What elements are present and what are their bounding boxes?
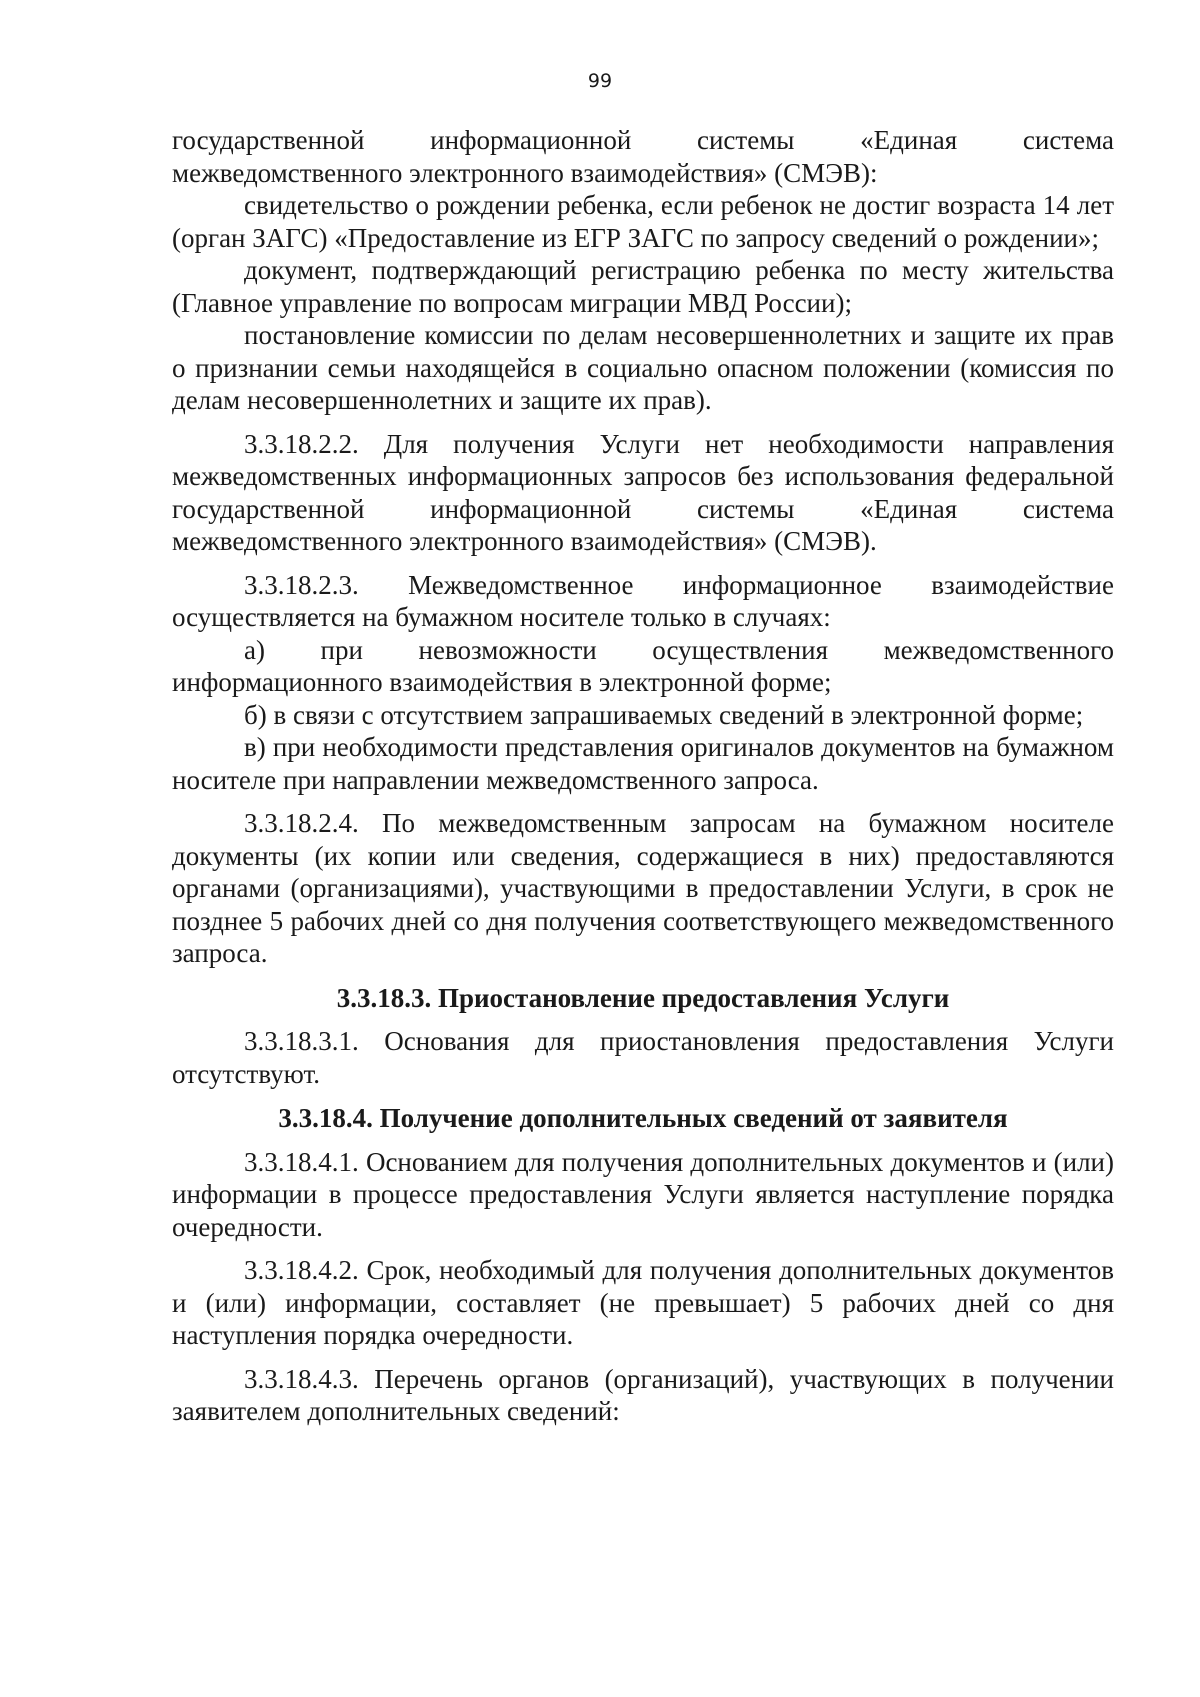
- paragraph-3-3-18-2-4: 3.3.18.2.4. По межведомственным запросам на бумажном носителе документы (их копии или сведения, содержащиеся в них) предоставляются органами (организациями), участвующими в предоставлении Услуги, в срок не позднее 5 рабочих дней со дня получения соответствующего межведомственного запроса.: [172, 808, 1114, 968]
- paragraph-3-3-18-4-3: 3.3.18.4.3. Перечень органов (организаций), участвующих в получении заявителем дополнительных сведений:: [172, 1363, 1114, 1426]
- paragraph-birth-certificate: свидетельство о рождении ребенка, если ребенок не достиг возраста 14 лет (орган ЗАГС) «Предоставление из ЕГР ЗАГС по запросу сведений о рождении»;: [172, 190, 1114, 253]
- paragraph-3-3-18-2-2: 3.3.18.2.2. Для получения Услуги нет необходимости направления межведомственных информационных запросов без использования федеральной государственной информационной системы «Единая система межведомственного электронного взаимодействия» (СМЭВ).: [172, 428, 1114, 556]
- section-heading-3-3-18-3: 3.3.18.3. Приостановление предоставления Услуги: [336, 982, 950, 1013]
- paragraph-3-3-18-2-3: 3.3.18.2.3. Межведомственное информационное взаимодействие осуществляется на бумажном носителе только в случаях:: [172, 569, 1114, 632]
- paragraph-commission-resolution: постановление комиссии по делам несовершеннолетних и защите их прав о признании семьи находящейся в социально опасном положении (комиссия по делам несовершеннолетних и защите их прав).: [172, 320, 1114, 415]
- page-number: 99: [587, 70, 613, 92]
- paragraph-3-3-18-3-1: 3.3.18.3.1. Основания для приостановления предоставления Услуги отсутствуют.: [172, 1026, 1114, 1089]
- list-item-v: в) при необходимости представления оригиналов документов на бумажном носителе при направлении межведомственного запроса.: [172, 732, 1114, 795]
- paragraph-smev-continuation: государственной информационной системы «Единая система межведомственного электронного взаимодействия» (СМЭВ):: [172, 125, 1114, 188]
- list-item-b: б) в связи с отсутствием запрашиваемых сведений в электронной форме;: [244, 699, 1084, 730]
- paragraph-registration-document: документ, подтверждающий регистрацию ребенка по месту жительства (Главное управление по вопросам миграции МВД России);: [172, 255, 1114, 318]
- paragraph-3-3-18-4-2: 3.3.18.4.2. Срок, необходимый для получения дополнительных документов и (или) информации, составляет (не превышает) 5 рабочих дней со дня наступления порядка очередности.: [172, 1255, 1114, 1350]
- section-heading-3-3-18-4: 3.3.18.4. Получение дополнительных сведений от заявителя: [278, 1103, 1008, 1133]
- document-body: [172, 124, 1114, 1428]
- paragraph-3-3-18-4-1: 3.3.18.4.1. Основанием для получения дополнительных документов и (или) информации в процессе предоставления Услуги является наступление порядка очередности.: [172, 1146, 1114, 1242]
- list-item-a: а) при невозможности осуществления межведомственного информационного взаимодействия в электронной форме;: [172, 634, 1114, 697]
